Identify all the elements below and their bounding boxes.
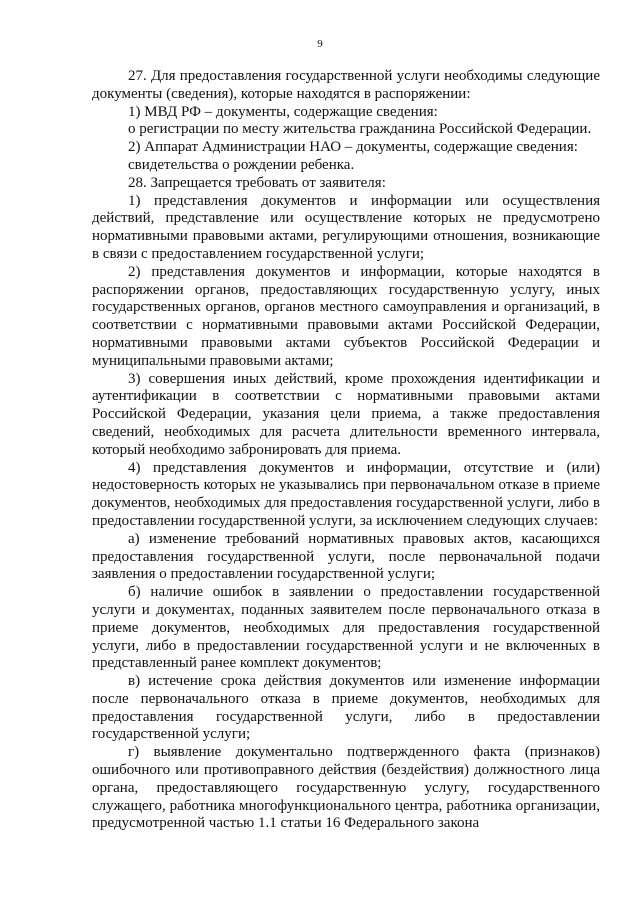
page-number: 9 xyxy=(317,38,323,50)
paragraph-28-item-4: 4) представления документов и информации, отсутствие и (или) недостоверность которых не указывались при первоначальном отказе в приеме документов, необходимых для предоставления государственной услуги, либо в предоставлении государственной услуги, за исключением следующих случаев: xyxy=(92,459,600,529)
paragraph-28: 28. Запрещается требовать от заявителя: xyxy=(128,174,386,191)
paragraph-28-item-4-b: б) наличие ошибок в заявлении о предоставлении государственной услуги и документах, поданных заявителем после первоначального отказа в приеме документов, необходимых для предоставления государственной услуги, либо в предоставлении государственной услуги и не включенных в представленный ранее комплект документов; xyxy=(92,584,600,672)
paragraph-28-item-2: 2) представления документов и информации, которые находятся в распоряжении органов, предоставляющих государственную услугу, иных государственных органов, органов местного самоуправления и организаций, в соответствии с нормативными правовыми актами Российской Федерации, нормативными правовыми актами субъектов Российской Федерации и муниципальными правовыми актами; xyxy=(92,263,600,369)
paragraph-27-item-1-detail: о регистрации по месту жительства гражданина Российской Федерации. xyxy=(128,121,592,138)
paragraph-28-item-3: 3) совершения иных действий, кроме прохождения идентификации и аутентификации в соответствии с нормативными правовыми актами Российской Федерации, указания цели приема, а также предоставления сведений, необходимых для расчета длительности временного интервала, который необходимо забронировать для приема. xyxy=(92,370,600,458)
paragraph-27-item-1: 1) МВД РФ – документы, содержащие сведения: xyxy=(128,103,438,120)
paragraph-28-item-1: 1) представления документов и информации или осуществления действий, представление или осуществление которых не предусмотрено нормативными правовыми актами, регулирующими отношения, возникающие в связи с предоставлением государственной услуги; xyxy=(92,192,600,262)
paragraph-27-item-2: 2) Аппарат Администрации НАО – документы, содержащие сведения: xyxy=(128,139,578,156)
paragraph-27-item-2-detail: свидетельства о рождении ребенка. xyxy=(128,156,355,173)
paragraph-28-item-4-g: г) выявление документально подтвержденного факта (признаков) ошибочного или противоправного действия (бездействия) должностного лица органа, предоставляющего государственную услугу, государственного служащего, работника многофункционального центра, работника организации, предусмотренной частью 1.1 статьи 16 Федерального закона xyxy=(92,744,600,832)
paragraph-28-item-4-v: в) истечение срока действия документов или изменение информации после первоначального отказа в приеме документов, необходимых для предоставления государственной услуги, либо в предоставлении государственной услуги; xyxy=(92,673,600,743)
paragraph-28-item-4-a: а) изменение требований нормативных правовых актов, касающихся предоставления государственной услуги, после первоначальной подачи заявления о предоставлении государственной услуги; xyxy=(92,530,600,583)
paragraph-27: 27. Для предоставления государственной услуги необходимы следующие документы (сведения), которые находятся в распоряжении: xyxy=(92,68,600,102)
document-body xyxy=(92,68,600,833)
